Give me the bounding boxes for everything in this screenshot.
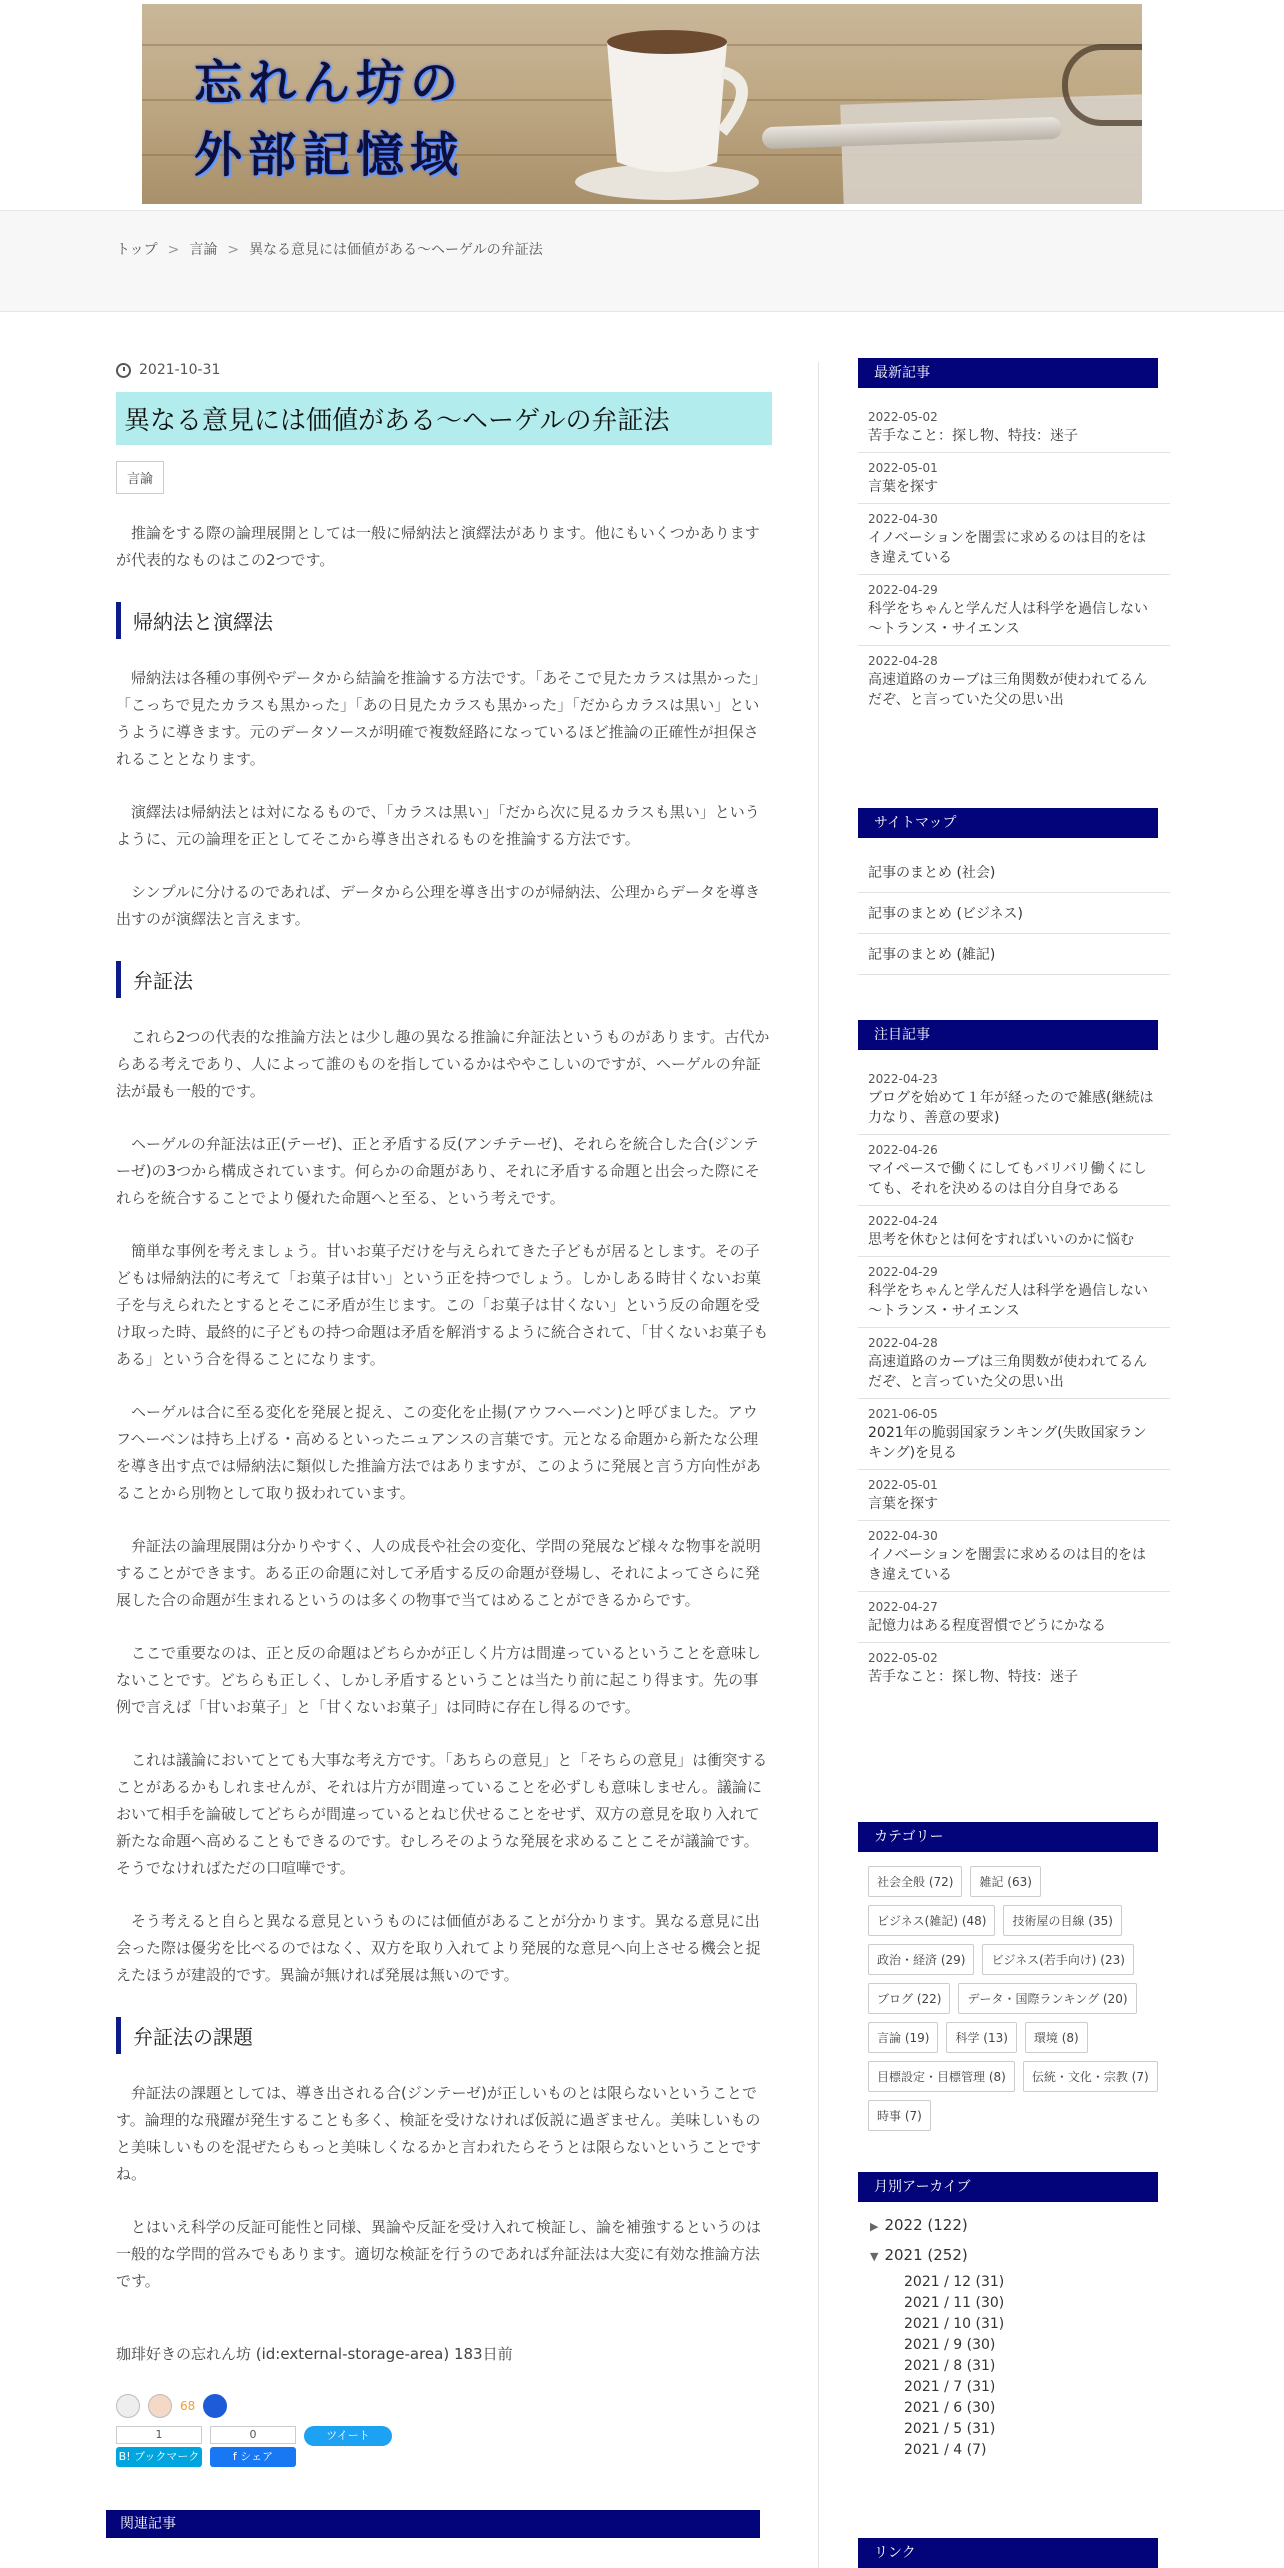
item-title[interactable]: 科学をちゃんと学んだ人は科学を過信しない～トランス・サイエンス bbox=[868, 601, 1148, 637]
sitemap-link[interactable]: 記事のまとめ (ビジネス) bbox=[858, 893, 1170, 934]
category-chip[interactable]: 言論 (19) bbox=[868, 2022, 938, 2053]
featured-item[interactable] bbox=[858, 1592, 1170, 1643]
item-title[interactable]: 苦手なこと：探し物、特技：迷子 bbox=[868, 1669, 1078, 1685]
category-chip[interactable]: 雑記 (63) bbox=[970, 1866, 1040, 1897]
article-title: 異なる意見には価値がある～ヘーゲルの弁証法 bbox=[116, 392, 772, 445]
latest-heading: 最新記事 bbox=[858, 358, 1158, 388]
breadcrumb-separator: > bbox=[227, 242, 240, 258]
archive-month-link[interactable]: 2021 / 6 (30) bbox=[904, 2400, 996, 2416]
archive-month-list bbox=[870, 2272, 1158, 2461]
collapse-icon[interactable]: ▼ bbox=[870, 2250, 879, 2263]
latest-item[interactable] bbox=[858, 646, 1170, 716]
item-date: 2022-04-24 bbox=[868, 1214, 938, 1228]
coffee-cup-icon bbox=[572, 12, 762, 202]
archive-month-link[interactable]: 2021 / 10 (31) bbox=[904, 2316, 1005, 2332]
link-module bbox=[858, 2538, 1170, 2568]
category-chip[interactable]: ビジネス(雑記) (48) bbox=[868, 1905, 995, 1936]
item-title[interactable]: 記憶力はある程度習慣でどうにかなる bbox=[868, 1618, 1106, 1634]
sitemap-link[interactable]: 記事のまとめ (雑記) bbox=[858, 934, 1170, 975]
item-title[interactable]: 高速道路のカーブは三角関数が使われてるんだぞ、と言っていた父の思い出 bbox=[868, 672, 1148, 708]
archive-module bbox=[858, 2172, 1170, 2461]
item-date: 2022-04-29 bbox=[868, 583, 938, 597]
article-date-text[interactable]: 2021-10-31 bbox=[139, 362, 221, 378]
category-tag[interactable]: 言論 bbox=[116, 461, 164, 494]
add-star-icon[interactable] bbox=[116, 2394, 140, 2418]
category-chip[interactable]: データ・国際ランキング (20) bbox=[958, 1983, 1136, 2014]
item-title[interactable]: 高速道路のカーブは三角関数が使われてるんだぞ、と言っていた父の思い出 bbox=[868, 1354, 1148, 1390]
paragraph: これは議論においてとても大事な考え方です。「あちらの意見」と「そちらの意見」は衝突することがあるかもしれませんが、それは片方が間違っていることを必ずしも意味しません。議論において相手を論破してどちらが間違っているとねじ伏せることをせず、双方の意見を取り入れて新たな命題へ高めることもできるのです。むしろそのような発展を求めることこそが議論です。そうでなければただの口喧嘩です。 bbox=[116, 1751, 768, 1877]
glasses-graphic bbox=[1062, 44, 1142, 126]
featured-item[interactable] bbox=[858, 1135, 1170, 1206]
featured-item[interactable] bbox=[858, 1643, 1170, 1693]
archive-month-link[interactable]: 2021 / 9 (30) bbox=[904, 2337, 996, 2353]
expand-icon[interactable]: ▶ bbox=[870, 2220, 879, 2233]
featured-articles-module bbox=[858, 1020, 1170, 1693]
tweet-button[interactable]: ツイート bbox=[304, 2426, 392, 2446]
archive-month-link[interactable]: 2021 / 4 (7) bbox=[904, 2442, 987, 2458]
site-logo-line1[interactable]: 忘れん坊の bbox=[194, 55, 465, 111]
paragraph: ヘーゲルは合に至る変化を発展と捉え、この変化を止揚(アウフヘーベン)と呼びました。アウフヘーベンは持ち上げる・高めるといったニュアンスの言葉です。元となる命題から新たな公理を導き出す点では帰納法に類似した推論方法ではありますが、このように発展と言う方向性があることから別物として取り扱われています。 bbox=[116, 1403, 762, 1502]
archive-month-link[interactable]: 2021 / 8 (31) bbox=[904, 2358, 996, 2374]
category-chip[interactable]: 科学 (13) bbox=[946, 2022, 1016, 2053]
paragraph: とはいえ科学の反証可能性と同様、異論や反証を受け入れて検証し、論を補強するというのは一般的な学問的営みでもあります。適切な検証を行うのであれば弁証法は大変に有効な推論方法です。 bbox=[116, 2218, 762, 2290]
featured-item[interactable] bbox=[858, 1470, 1170, 1521]
item-date: 2022-04-30 bbox=[868, 1529, 938, 1543]
header-banner[interactable] bbox=[142, 4, 1142, 204]
latest-articles-module bbox=[858, 358, 1170, 716]
item-date: 2022-05-02 bbox=[868, 410, 938, 424]
breadcrumb-category[interactable]: 言論 bbox=[189, 242, 218, 258]
paragraph: 帰納法は各種の事例やデータから結論を推論する方法です。「あそこで見たカラスは黒かった」「こっちで見たカラスも黒かった」「あの日見たカラスも黒かった」「だからカラスは黒い」というように導きます。元のデータソースが明確で複数経路になっているほど推論の正確性が担保されることとなります。 bbox=[116, 669, 767, 768]
breadcrumb-current: 異なる意見には価値がある～ヘーゲルの弁証法 bbox=[249, 242, 543, 258]
star-bar bbox=[116, 2394, 772, 2418]
section-heading: 弁証法 bbox=[116, 961, 772, 998]
featured-heading: 注目記事 bbox=[858, 1020, 1158, 1050]
author-line[interactable]: 珈琲好きの忘れん坊 (id:external-storage-area) 183日前 bbox=[116, 2345, 513, 2363]
item-title[interactable]: 科学をちゃんと学んだ人は科学を過信しない～トランス・サイエンス bbox=[868, 1283, 1148, 1319]
breadcrumb-bar bbox=[0, 210, 1284, 312]
archive-year-2022[interactable] bbox=[870, 2216, 1158, 2234]
section-heading: 帰納法と演繹法 bbox=[116, 602, 772, 639]
archive-heading: 月別アーカイブ bbox=[858, 2172, 1158, 2202]
sitemap-heading: サイトマップ bbox=[858, 808, 1158, 838]
column-divider bbox=[818, 362, 819, 2568]
featured-item[interactable] bbox=[858, 1257, 1170, 1328]
paragraph: ここで重要なのは、正と反の命題はどちらかが正しく片方は間違っているということを意味しないことです。どちらも正しく、しかし矛盾するということは当たり前に起こり得ます。先の事例で言えば「甘いお菓子」と「甘くないお菓子」は同時に存在し得るのです。 bbox=[116, 1644, 762, 1716]
item-date: 2022-04-30 bbox=[868, 512, 938, 526]
related-articles-heading: 関連記事 bbox=[106, 2510, 760, 2538]
item-date: 2022-04-28 bbox=[868, 1336, 938, 1350]
facebook-share-button[interactable]: f シェア bbox=[210, 2447, 296, 2467]
breadcrumb bbox=[116, 239, 543, 259]
facebook-count: 0 bbox=[210, 2426, 296, 2444]
category-chip[interactable]: 社会全般 (72) bbox=[868, 1866, 962, 1897]
site-header bbox=[0, 0, 1284, 210]
featured-item[interactable] bbox=[858, 1521, 1170, 1592]
paragraph: 演繹法は帰納法とは対になるもので、「カラスは黒い」「だから次に見るカラスも黒い」というように、元の論理を正としてそこから導き出されるものを推論する方法です。 bbox=[116, 803, 760, 848]
paragraph: 簡単な事例を考えましょう。甘いお菓子だけを与えられてきた子どもが居るとします。その子どもは帰納法的に考えて「お菓子は甘い」という正を持つでしょう。しかしある時甘くないお菓子を与えられたとするとそこに矛盾が生じます。この「お菓子は甘くない」という反の命題を受け取った時、最終的に子どもの持つ命題は矛盾を解消するように統合されて、「甘くないお菓子もある」という合を得ることになります。 bbox=[116, 1242, 769, 1368]
category-chip[interactable]: 目標設定・目標管理 (8) bbox=[868, 2061, 1015, 2092]
category-chip[interactable]: 環境 (8) bbox=[1025, 2022, 1088, 2053]
item-date: 2022-05-01 bbox=[868, 1478, 938, 1492]
category-heading: カテゴリー bbox=[858, 1822, 1158, 1852]
featured-item[interactable] bbox=[858, 1399, 1170, 1470]
item-title[interactable]: イノベーションを闇雲に求めるのは目的をはき違えている bbox=[868, 530, 1147, 566]
paragraph: 弁証法の論理展開は分かりやすく、人の成長や社会の変化、学問の発展など様々な物事を説明することができます。ある正の命題に対して矛盾する反の命題が登場し、それによってさらに発展した合の命題が生まれるというのは多くの物事で当てはめることができるからです。 bbox=[116, 1537, 761, 1609]
user-avatar-icon[interactable] bbox=[203, 2394, 227, 2418]
item-title[interactable]: イノベーションを闇雲に求めるのは目的をはき違えている bbox=[868, 1547, 1147, 1583]
item-title[interactable]: マイペースで働くにしてもバリバリ働くにしても、それを決めるのは自分自身である bbox=[868, 1161, 1147, 1197]
featured-item[interactable] bbox=[858, 1064, 1170, 1135]
item-title[interactable]: 言葉を探す bbox=[868, 479, 938, 495]
item-date: 2022-04-28 bbox=[868, 654, 938, 668]
item-title[interactable]: 苦手なこと：探し物、特技：迷子 bbox=[868, 428, 1078, 444]
hatena-bookmark-button[interactable]: B! ブックマーク bbox=[116, 2447, 202, 2467]
category-chip[interactable]: 伝統・文化・宗教 (7) bbox=[1023, 2061, 1158, 2092]
paragraph: 弁証法の課題としては、導き出される合(ジンテーゼ)が正しいものとは限らないということです。論理的な飛躍が発生することも多く、検証を受けなければ仮説に過ぎません。美味しいものと美味しいものを混ぜたらもっと美味しくなるかと言われたらそうとは限らないということですね。 bbox=[116, 2084, 762, 2183]
item-date: 2022-04-23 bbox=[868, 1072, 938, 1086]
item-date: 2021-06-05 bbox=[868, 1407, 938, 1421]
category-chip[interactable]: ビジネス(若手向け) (23) bbox=[982, 1944, 1133, 1975]
item-title[interactable]: 思考を休むとは何をすればいいのかに悩む bbox=[868, 1232, 1134, 1248]
site-logo-line2[interactable]: 外部記憶域 bbox=[194, 127, 465, 183]
category-chip[interactable]: ブログ (22) bbox=[868, 1983, 950, 2014]
item-title[interactable]: ブログを始めて１年が経ったので雑感(継続は力なり、善意の要求) bbox=[868, 1090, 1154, 1126]
category-module bbox=[858, 1822, 1170, 2131]
category-chip[interactable]: 政治・経済 (29) bbox=[868, 1944, 974, 1975]
category-chip[interactable]: 時事 (7) bbox=[868, 2100, 931, 2131]
archive-month-link[interactable]: 2021 / 11 (30) bbox=[904, 2295, 1005, 2311]
latest-item[interactable] bbox=[858, 575, 1170, 646]
clock-icon bbox=[116, 363, 131, 378]
archive-month-link[interactable]: 2021 / 12 (31) bbox=[904, 2274, 1005, 2290]
article bbox=[116, 362, 772, 2467]
archive-year-label[interactable]: 2022 (122) bbox=[884, 2216, 968, 2234]
star-count: 68 bbox=[180, 2399, 196, 2413]
archive-year-2021[interactable] bbox=[870, 2246, 1158, 2264]
breadcrumb-top[interactable]: トップ bbox=[116, 242, 158, 258]
featured-item[interactable] bbox=[858, 1206, 1170, 1257]
archive-year-label[interactable]: 2021 (252) bbox=[884, 2246, 968, 2264]
paragraph: シンプルに分けるのであれば、データから公理を導き出すのが帰納法、公理からデータを導き出すのが演繹法と言えます。 bbox=[116, 883, 761, 928]
item-date: 2022-05-02 bbox=[868, 1651, 938, 1665]
featured-item[interactable] bbox=[858, 1328, 1170, 1399]
item-date: 2022-05-01 bbox=[868, 461, 938, 475]
share-buttons bbox=[116, 2426, 772, 2467]
sitemap-link[interactable]: 記事のまとめ (社会) bbox=[858, 852, 1170, 893]
item-title[interactable]: 2021年の脆弱国家ランキング(失敗国家ランキング)を見る bbox=[868, 1425, 1147, 1461]
paragraph: 推論をする際の論理展開としては一般に帰納法と演繹法があります。他にもいくつかありますが代表的なものはこの2つです。 bbox=[116, 524, 760, 569]
latest-item[interactable] bbox=[858, 453, 1170, 504]
latest-item[interactable] bbox=[858, 402, 1170, 453]
archive-month-link[interactable]: 2021 / 5 (31) bbox=[904, 2421, 996, 2437]
item-date: 2022-04-26 bbox=[868, 1143, 938, 1157]
paragraph: そう考えると自らと異なる意見というものには価値があることが分かります。異なる意見に出会った際は優劣を比べるのではなく、双方を取り入れてより発展的な意見へ向上させる機会と捉えたほうが建設的です。異論が無ければ発展は無いのです。 bbox=[116, 1912, 761, 1984]
item-title[interactable]: 言葉を探す bbox=[868, 1496, 938, 1512]
latest-item[interactable] bbox=[858, 504, 1170, 575]
paragraph: これら2つの代表的な推論方法とは少し趣の異なる推論に弁証法というものがあります。古代からある考えであり、人によって誰のものを指しているかはややこしいのですが、ヘーゲルの弁証法が最も一般的です。 bbox=[116, 1028, 770, 1100]
article-date bbox=[116, 362, 772, 378]
breadcrumb-separator: > bbox=[167, 242, 180, 258]
category-chip[interactable]: 技術屋の目線 (35) bbox=[1003, 1905, 1121, 1936]
link-heading: リンク bbox=[858, 2538, 1158, 2568]
sitemap-module bbox=[858, 808, 1170, 975]
item-date: 2022-04-29 bbox=[868, 1265, 938, 1279]
section-heading: 弁証法の課題 bbox=[116, 2017, 772, 2054]
item-date: 2022-04-27 bbox=[868, 1600, 938, 1614]
paragraph: ヘーゲルの弁証法は正(テーゼ)、正と矛盾する反(アンチテーゼ)、それらを統合した合(ジンテーゼ)の3つから構成されています。何らかの命題があり、それに矛盾する命題と出会った際にそれらを統合することでより優れた命題へと至る、という考えです。 bbox=[116, 1135, 760, 1207]
archive-month-link[interactable]: 2021 / 7 (31) bbox=[904, 2379, 996, 2395]
user-avatar-icon[interactable] bbox=[148, 2394, 172, 2418]
hatena-count: 1 bbox=[116, 2426, 202, 2444]
